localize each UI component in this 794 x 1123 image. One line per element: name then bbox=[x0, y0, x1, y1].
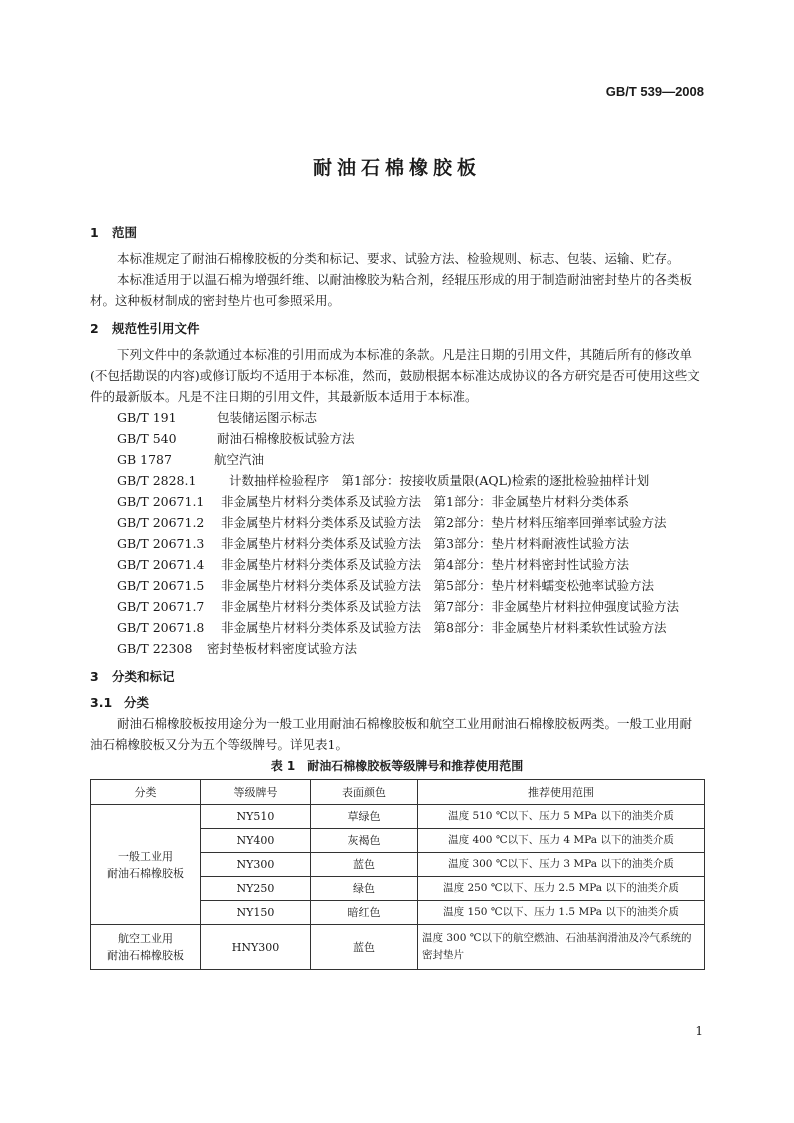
section-heading-1 bbox=[90, 222, 704, 243]
reference-title: 计数抽样检验程序 第1部分：按接收质量限(AQL)检索的逐批检验抽样计划 bbox=[229, 473, 650, 488]
usage-cell: 温度 300 ℃以下的航空燃油、石油基润滑油及冷气系统的密封垫片 bbox=[418, 925, 705, 970]
usage-cell: 温度 300 ℃以下、压力 3 MPa 以下的油类介质 bbox=[418, 853, 705, 877]
reference-title: 非金属垫片材料分类体系及试验方法 第3部分：垫片材料耐液性试验方法 bbox=[221, 536, 629, 551]
classification-paragraph: 耐油石棉橡胶板按用途分为一般工业用耐油石棉橡胶板和航空工业用耐油石棉橡胶板两类。一般工业用耐油石棉橡胶板又分为五个等级牌号。详见表1。 bbox=[90, 716, 693, 752]
reference-title: 非金属垫片材料分类体系及试验方法 第1部分：非金属垫片材料分类体系 bbox=[221, 494, 629, 509]
grade-cell: NY150 bbox=[201, 901, 311, 925]
usage-cell: 温度 510 ℃以下、压力 5 MPa 以下的油类介质 bbox=[418, 805, 705, 829]
reference-code: GB/T 20671.2 bbox=[117, 515, 205, 530]
subsection-heading-3-1 bbox=[90, 692, 704, 713]
reference-code: GB/T 2828.1 bbox=[117, 473, 197, 488]
reference-item bbox=[90, 638, 704, 659]
usage-cell: 温度 250 ℃以下、压力 2.5 MPa 以下的油类介质 bbox=[418, 877, 705, 901]
color-cell: 暗红色 bbox=[311, 901, 418, 925]
reference-item bbox=[90, 554, 704, 575]
reference-item bbox=[90, 512, 704, 533]
subsection-number: 3.1 bbox=[90, 695, 113, 710]
reference-item bbox=[90, 407, 704, 428]
reference-code: GB/T 20671.7 bbox=[117, 599, 205, 614]
section-title: 范围 bbox=[112, 225, 138, 240]
usage-cell: 温度 150 ℃以下、压力 1.5 MPa 以下的油类介质 bbox=[418, 901, 705, 925]
reference-code: GB 1787 bbox=[117, 452, 172, 467]
section-title: 分类和标记 bbox=[112, 669, 175, 684]
table-header-row bbox=[91, 780, 705, 805]
color-cell: 灰褐色 bbox=[311, 829, 418, 853]
header-color: 表面颜色 bbox=[311, 780, 418, 805]
header-category: 分类 bbox=[91, 780, 201, 805]
grade-cell: HNY300 bbox=[201, 925, 311, 970]
grade-cell: NY510 bbox=[201, 805, 311, 829]
reference-item bbox=[90, 596, 704, 617]
reference-item bbox=[90, 491, 704, 512]
section-number: 2 bbox=[90, 321, 99, 336]
reference-title: 非金属垫片材料分类体系及试验方法 第7部分：非金属垫片材料拉伸强度试验方法 bbox=[221, 599, 679, 614]
reference-item bbox=[90, 449, 704, 470]
category-line: 耐油石棉橡胶板 bbox=[107, 866, 184, 880]
reference-title: 包装储运图示标志 bbox=[217, 410, 318, 425]
section-heading-3 bbox=[90, 666, 704, 687]
reference-title: 非金属垫片材料分类体系及试验方法 第5部分：垫片材料蠕变松弛率试验方法 bbox=[221, 578, 654, 593]
document-body bbox=[90, 222, 704, 970]
usage-cell: 温度 400 ℃以下、压力 4 MPa 以下的油类介质 bbox=[418, 829, 705, 853]
scope-paragraph-2: 本标准适用于以温石棉为增强纤维、以耐油橡胶为粘合剂，经辊压形成的用于制造耐油密封垫片的各类板材。这种板材制成的密封垫片也可参照采用。 bbox=[90, 272, 693, 308]
reference-item bbox=[90, 428, 704, 449]
reference-title: 航空汽油 bbox=[214, 452, 265, 467]
reference-title: 非金属垫片材料分类体系及试验方法 第8部分：非金属垫片材料柔软性试验方法 bbox=[221, 620, 667, 635]
section-heading-2 bbox=[90, 318, 704, 339]
grade-table bbox=[90, 779, 705, 970]
reference-code: GB/T 20671.4 bbox=[117, 557, 205, 572]
grade-cell: NY250 bbox=[201, 877, 311, 901]
section-title: 规范性引用文件 bbox=[112, 321, 200, 336]
subsection-title: 分类 bbox=[124, 695, 150, 710]
table-caption: 表 1 耐油石棉橡胶板等级牌号和推荐使用范围 bbox=[270, 759, 524, 773]
header-usage: 推荐使用范围 bbox=[418, 780, 705, 805]
reference-item bbox=[90, 575, 704, 596]
table-row bbox=[91, 805, 705, 829]
reference-code: GB/T 191 bbox=[117, 410, 177, 425]
section-number: 3 bbox=[90, 669, 99, 684]
scope-paragraph-1: 本标准规定了耐油石棉橡胶板的分类和标记、要求、试验方法、检验规则、标志、包装、运输、贮存。 bbox=[117, 251, 680, 266]
reference-item bbox=[90, 617, 704, 638]
reference-code: GB/T 20671.8 bbox=[117, 620, 205, 635]
category-cell bbox=[91, 805, 201, 925]
category-cell bbox=[91, 925, 201, 970]
reference-title: 非金属垫片材料分类体系及试验方法 第4部分：垫片材料密封性试验方法 bbox=[221, 557, 629, 572]
reference-title: 耐油石棉橡胶板试验方法 bbox=[217, 431, 355, 446]
reference-code: GB/T 20671.5 bbox=[117, 578, 205, 593]
reference-title: 密封垫板材料密度试验方法 bbox=[207, 641, 358, 656]
standard-number: GB/T 539—2008 bbox=[605, 84, 704, 99]
color-cell: 蓝色 bbox=[311, 853, 418, 877]
page-number: 1 bbox=[695, 1024, 703, 1038]
category-line: 耐油石棉橡胶板 bbox=[107, 949, 184, 962]
document-title: 耐油石棉橡胶板 bbox=[312, 157, 481, 179]
reference-item bbox=[90, 533, 704, 554]
color-cell: 蓝色 bbox=[311, 925, 418, 970]
references-intro: 下列文件中的条款通过本标准的引用而成为本标准的条款。凡是注日期的引用文件，其随后所有的修改单(不包括勘误的内容)或修订版均不适用于本标准，然而，鼓励根据本标准达成协议的各方研究是否可使用这些文件的最新版本。凡是不注日期的引用文件，其最新版本适用于本标准。 bbox=[90, 347, 700, 404]
header-grade: 等级牌号 bbox=[201, 780, 311, 805]
reference-code: GB/T 20671.3 bbox=[117, 536, 205, 551]
reference-code: GB/T 20671.1 bbox=[117, 494, 205, 509]
reference-code: GB/T 22308 bbox=[117, 641, 193, 656]
section-number: 1 bbox=[90, 225, 99, 240]
color-cell: 绿色 bbox=[311, 877, 418, 901]
category-line: 航空工业用 bbox=[118, 932, 173, 945]
color-cell: 草绿色 bbox=[311, 805, 418, 829]
reference-code: GB/T 540 bbox=[117, 431, 177, 446]
grade-cell: NY400 bbox=[201, 829, 311, 853]
table-row bbox=[91, 925, 705, 970]
reference-title: 非金属垫片材料分类体系及试验方法 第2部分：垫片材料压缩率回弹率试验方法 bbox=[221, 515, 667, 530]
category-line: 一般工业用 bbox=[118, 849, 173, 863]
grade-cell: NY300 bbox=[201, 853, 311, 877]
reference-item bbox=[90, 470, 704, 491]
